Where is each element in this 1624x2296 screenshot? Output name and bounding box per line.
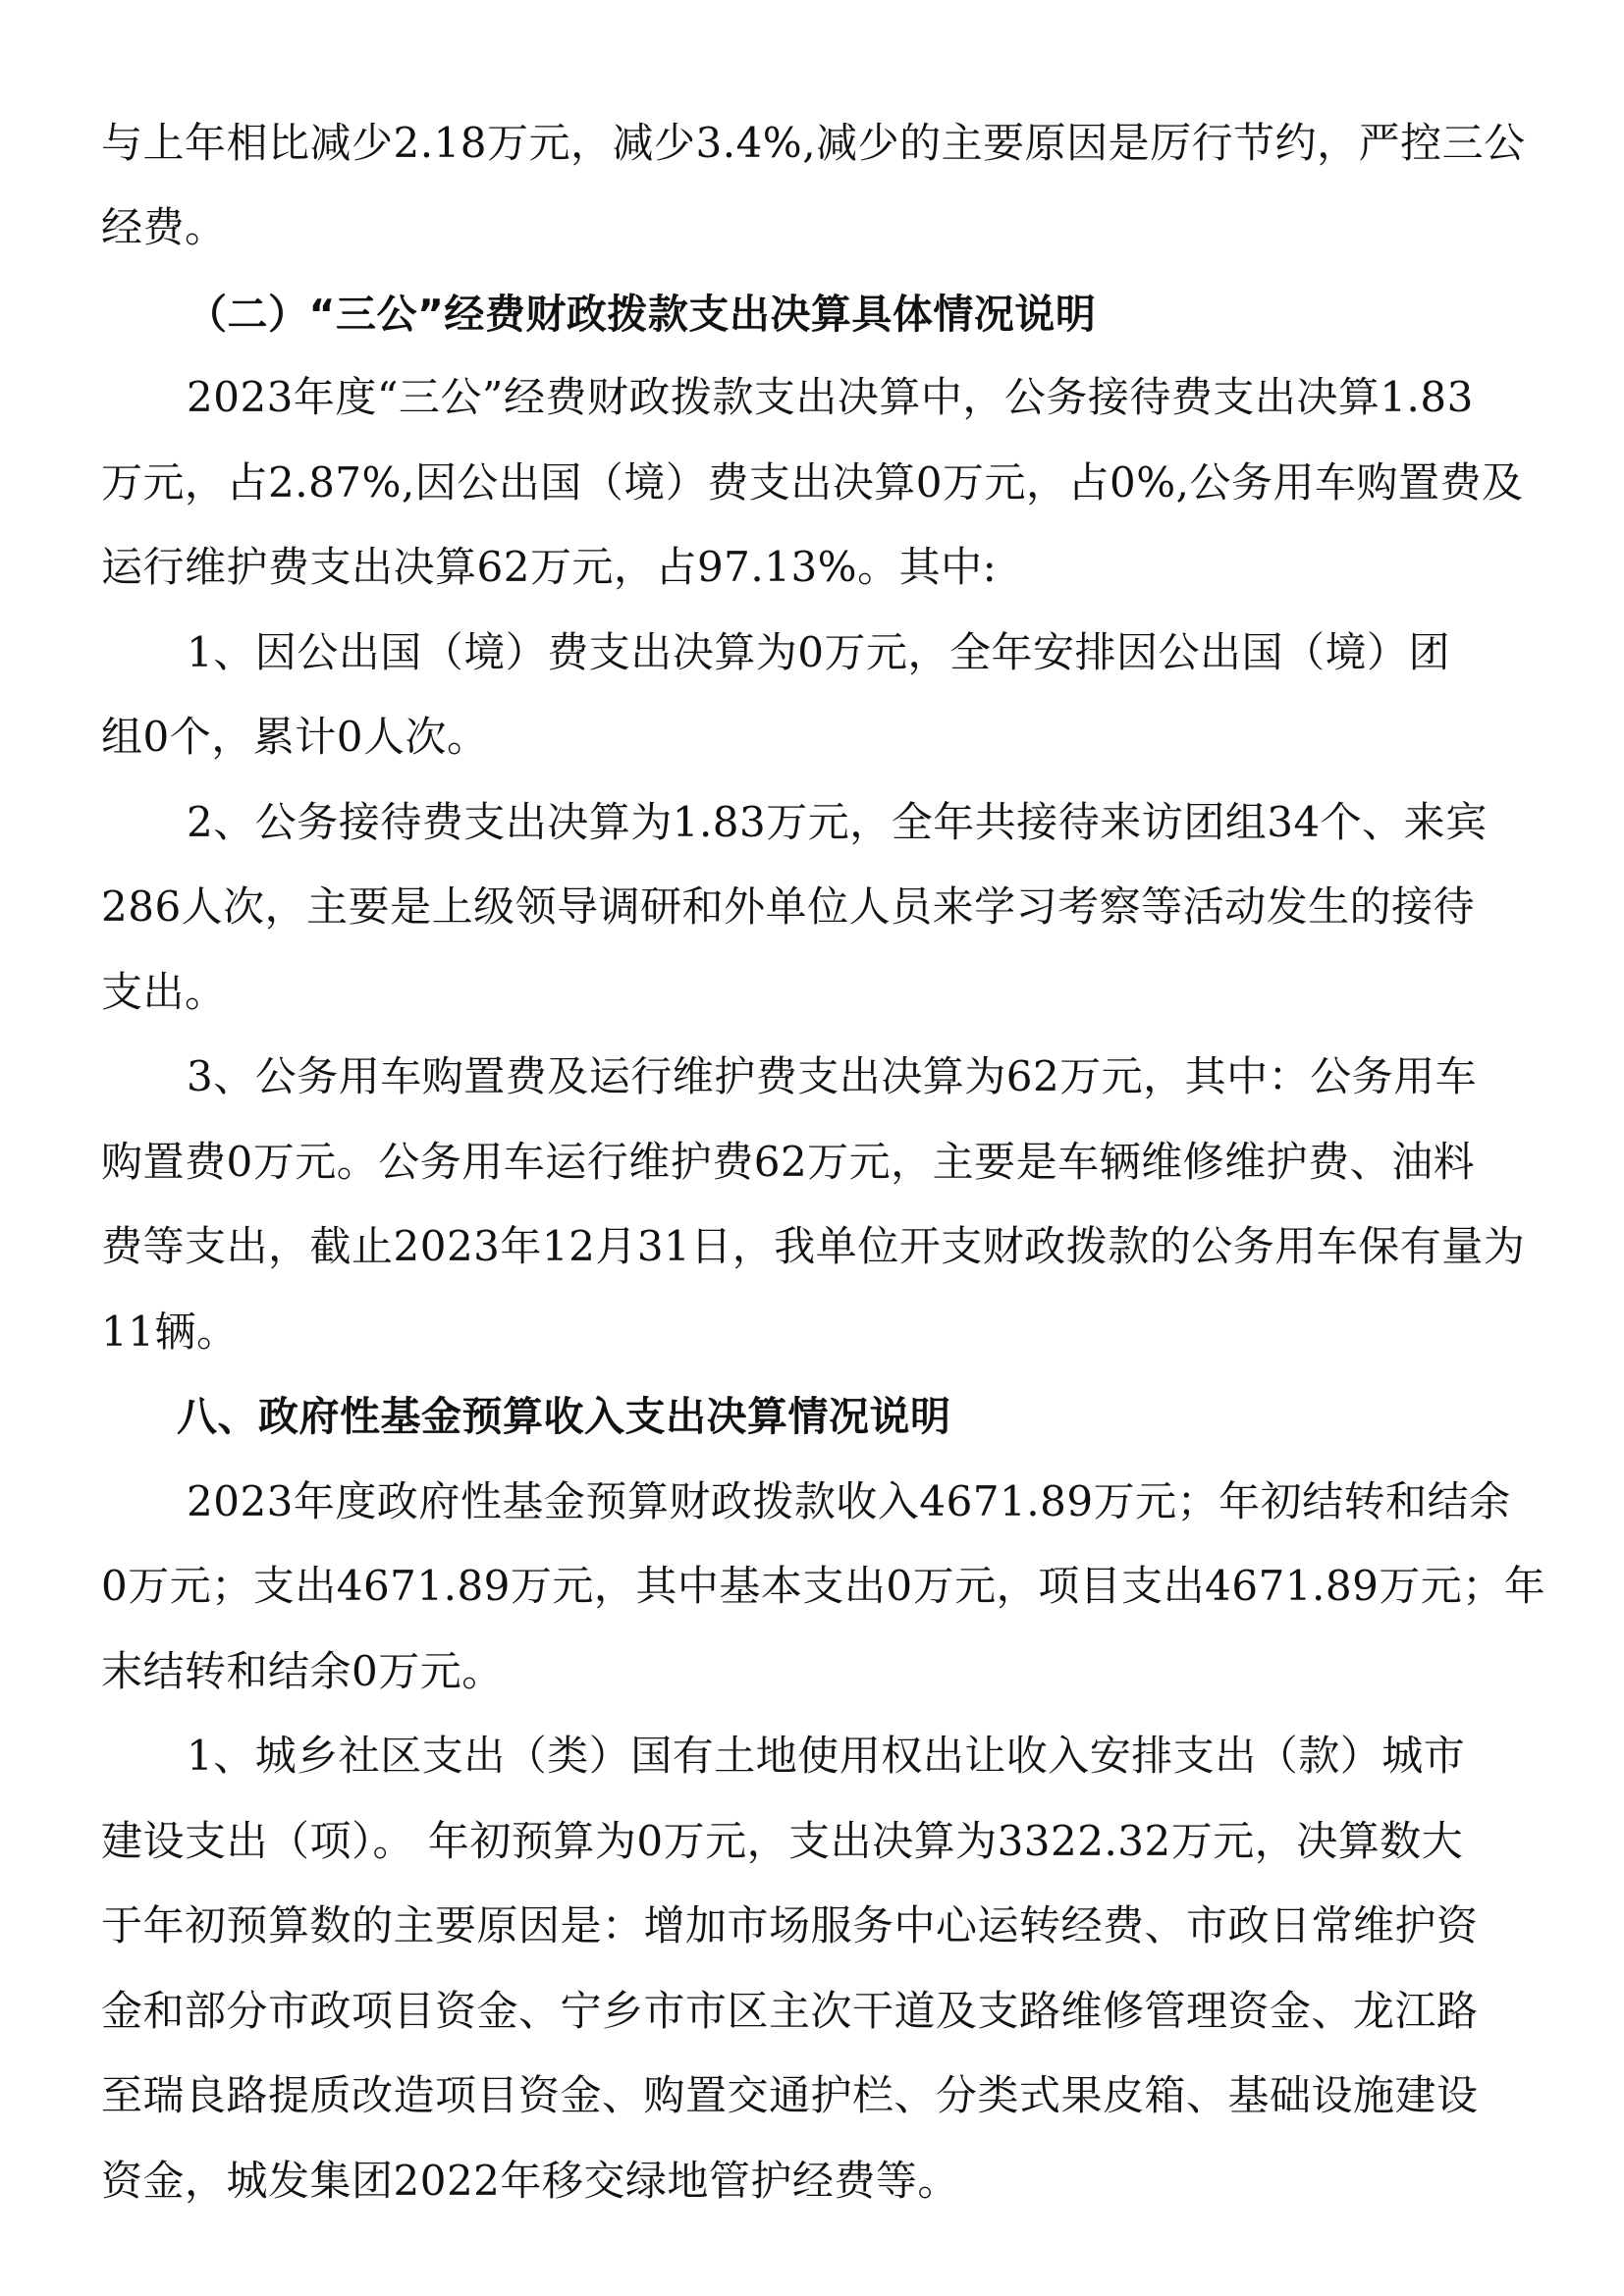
paragraph-line: 组0个，累计0人次。: [101, 713, 489, 761]
paragraph-line: 至瑞良路提质改造项目资金、购置交通护栏、分类式果皮箱、基础设施建设: [101, 2071, 1479, 2119]
paragraph-line: 0万元；支出4671.89万元，其中基本支出0万元，项目支出4671.89万元；年: [101, 1562, 1546, 1610]
section-heading: （二）“三公”经费财政拨款支出决算具体情况说明: [187, 291, 1097, 338]
paragraph-line: 建设支出（项）。 年初预算为0万元，支出决算为3322.32万元，决算数大: [101, 1817, 1464, 1865]
paragraph-line: 费等支出，截止2023年12月31日，我单位开支财政拨款的公务用车保有量为: [101, 1222, 1526, 1270]
paragraph-line: 金和部分市政项目资金、宁乡市市区主次干道及支路维修管理资金、龙江路: [101, 1987, 1479, 2035]
section-heading: 八、政府性基金预算收入支出决算情况说明: [177, 1393, 951, 1440]
paragraph-line: 2023年度政府性基金预算财政拨款收入4671.89万元；年初结转和结余: [187, 1477, 1511, 1525]
paragraph-line: 购置费0万元。公务用车运行维护费62万元，主要是车辆维修维护费、油料: [101, 1138, 1476, 1186]
paragraph-line: 11辆。: [101, 1308, 239, 1356]
paragraph-line: 与上年相比减少2.18万元，减少3.4%,减少的主要原因是厉行节约，严控三公: [101, 119, 1526, 167]
paragraph-line: 286人次，主要是上级领导调研和外单位人员来学习考察等活动发生的接待: [101, 882, 1476, 931]
paragraph-line: 3、公务用车购置费及运行维护费支出决算为62万元，其中：公务用车: [187, 1052, 1478, 1100]
paragraph-line: 于年初预算数的主要原因是：增加市场服务中心运转经费、市政日常维护资: [101, 1901, 1479, 1949]
paragraph-line: 经费。: [101, 203, 227, 251]
paragraph-line: 2、公务接待费支出决算为1.83万元，全年共接待来访团组34个、来宾: [187, 798, 1488, 846]
paragraph-line: 1、因公出国（境）费支出决算为0万元，全年安排因公出国（境）团: [187, 628, 1450, 676]
paragraph-line: 末结转和结余0万元。: [101, 1647, 504, 1695]
paragraph-line: 资金，城发集团2022年移交绿地管护经费等。: [101, 2157, 959, 2205]
paragraph-line: 万元，占2.87%,因公出国（境）费支出决算0万元，占0%,公务用车购置费及: [101, 458, 1524, 507]
paragraph-line: 支出。: [101, 968, 227, 1016]
paragraph-line: 1、城乡社区支出（类）国有土地使用权出让收入安排支出（款）城市: [187, 1732, 1466, 1780]
paragraph-line: 运行维护费支出决算62万元，占97.13%。其中:: [101, 543, 998, 591]
paragraph-line: 2023年度“三公”经费财政拨款支出决算中，公务接待费支出决算1.83: [187, 373, 1474, 421]
